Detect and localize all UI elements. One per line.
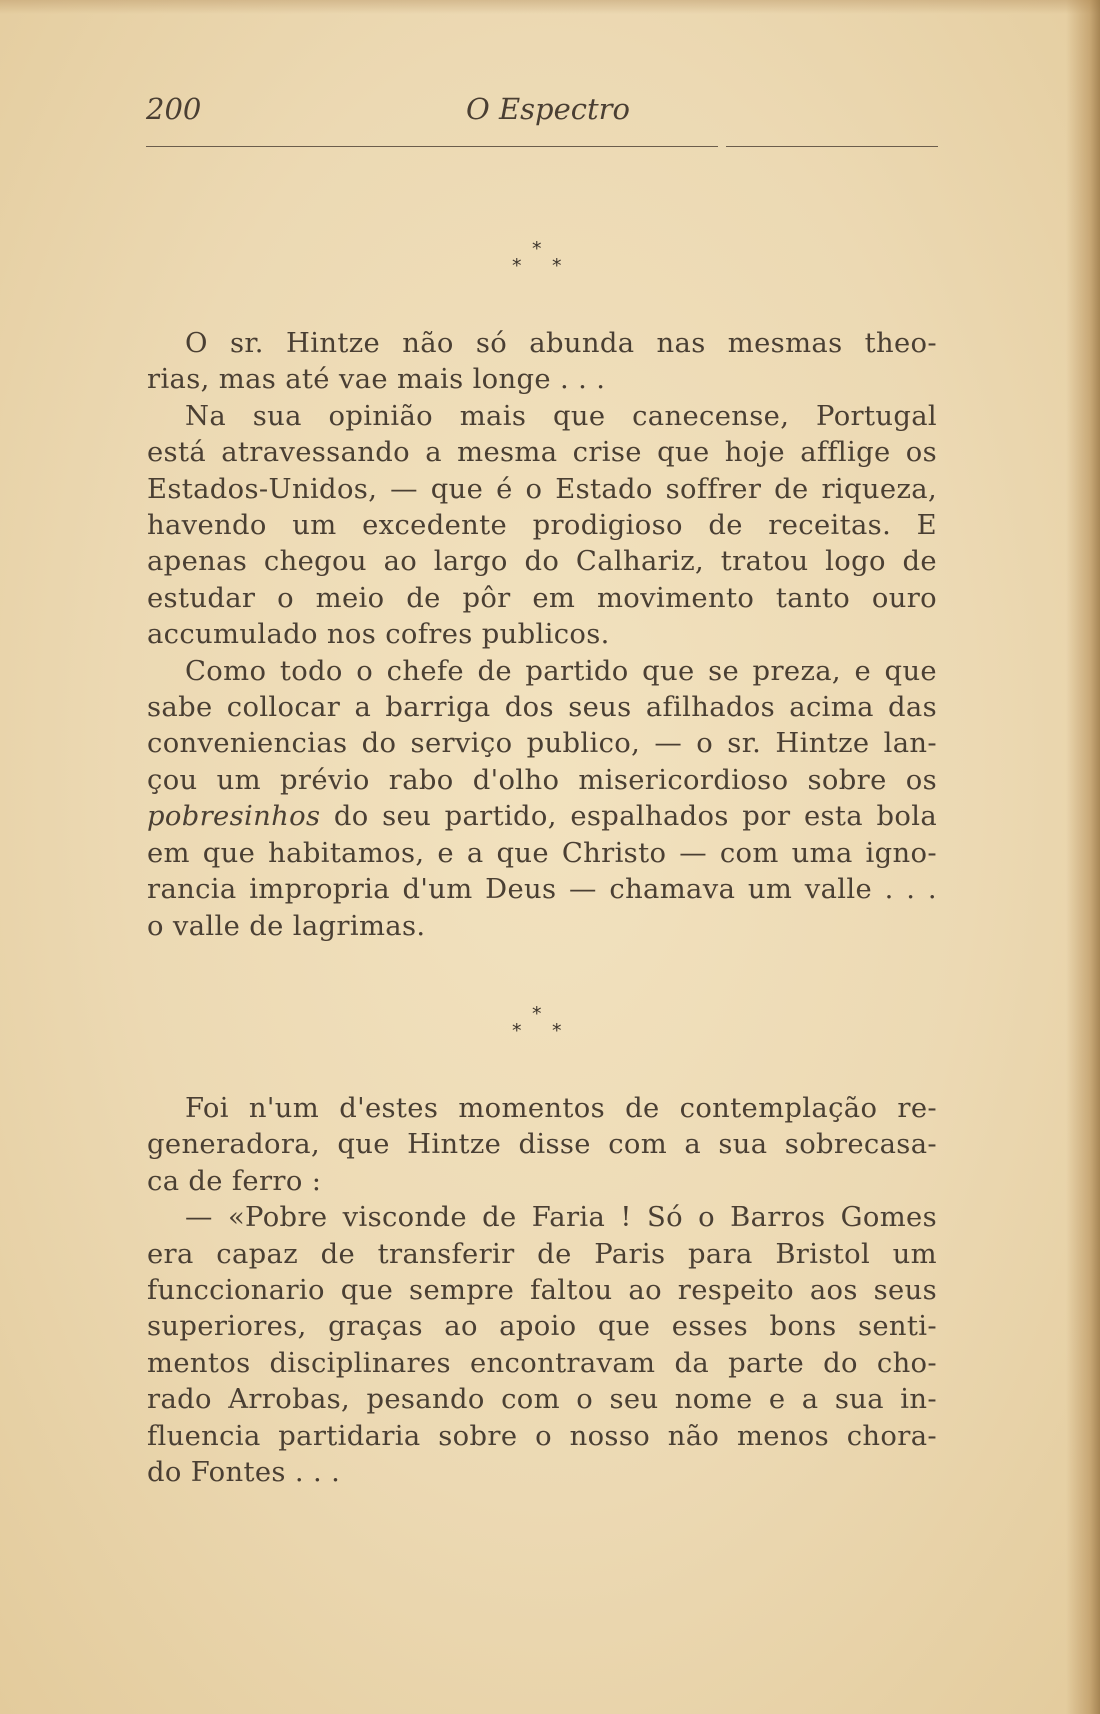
text-line: mentos disciplinares encontravam da parte do cho- [147, 1347, 937, 1379]
asterisk: * [532, 238, 542, 260]
text-line: está atravessando a mesma crise que hoje afflige os [147, 437, 937, 469]
text-line: o valle de lagrimas. [147, 910, 426, 942]
running-head [146, 92, 938, 132]
running-title: O Espectro [466, 92, 630, 126]
text-line: sabe collocar a barriga dos seus afilhados acima das [147, 692, 937, 724]
section-break-asterism [500, 1005, 580, 1045]
text-line: Como todo o chefe de partido que se preza, e que [185, 655, 937, 687]
page-number: 200 [146, 92, 202, 126]
text-line: era capaz de transferir de Paris para Bristol um [147, 1238, 937, 1270]
asterisk: * [552, 1020, 562, 1042]
text-line-with-italic [147, 799, 937, 835]
text-line: çou um prévio rabo d'olho misericordioso sobre os [147, 764, 937, 796]
text-line: generadora, que Hintze disse com a sua sobrecasa- [147, 1129, 937, 1161]
page-edge-right [1066, 0, 1100, 1714]
text-section-2 [147, 1091, 937, 1491]
text-line: Foi n'um d'estes momentos de contemplação re- [185, 1093, 937, 1124]
text-line: Na sua opinião mais que canecense, Portugal [185, 400, 937, 432]
text-line: rado Arrobas, pesando com o seu nome e a sua in- [147, 1384, 937, 1416]
text-line: funccionario que sempre faltou ao respeito aos seus [147, 1275, 937, 1307]
text-line: ca de ferro : [147, 1165, 322, 1197]
text-line: conveniencias do serviço publico, — o sr. Hintze lan- [147, 728, 937, 760]
asterisk: * [512, 1020, 522, 1042]
text-line: O sr. Hintze não só abunda nas mesmas theo- [185, 328, 937, 359]
asterisk: * [552, 255, 562, 277]
text-line: do Fontes . . . [147, 1457, 341, 1489]
text-line: rancia impropria d'um Deus — chamava um valle . . . [147, 874, 937, 906]
text-line: accumulado nos cofres publicos. [147, 619, 610, 651]
text-line: havendo um excedente prodigioso de receitas. E [147, 510, 937, 542]
asterisk: * [532, 1003, 542, 1025]
page-edge-top [0, 0, 1100, 14]
text-line: apenas chegou ao largo do Calhariz, tratou logo de [147, 546, 937, 578]
text-line: superiores, graças ao apoio que esses bons senti- [147, 1311, 937, 1343]
text-line: rias, mas até vae mais longe . . . [147, 364, 606, 396]
text-line: Estados-Unidos, — que é o Estado soffrer de riqueza, [147, 473, 937, 505]
text-section-1 [147, 326, 937, 945]
header-rule-left [146, 146, 718, 147]
section-break-asterism [500, 240, 580, 280]
text-line: — «Pobre visconde de Faria ! Só o Barros Gomes [185, 1202, 937, 1234]
asterisk: * [512, 255, 522, 277]
text-line: estudar o meio de pôr em movimento tanto ouro [147, 582, 937, 614]
text-fragment: do seu partido, espalhados por esta bola [333, 801, 937, 833]
text-line: fluencia partidaria sobre o nosso não menos chora- [147, 1420, 937, 1452]
header-rule-right [726, 146, 938, 147]
text-line: em que habitamos, e a que Christo — com uma igno- [147, 837, 937, 869]
italic-word: pobresinhos [147, 801, 321, 833]
